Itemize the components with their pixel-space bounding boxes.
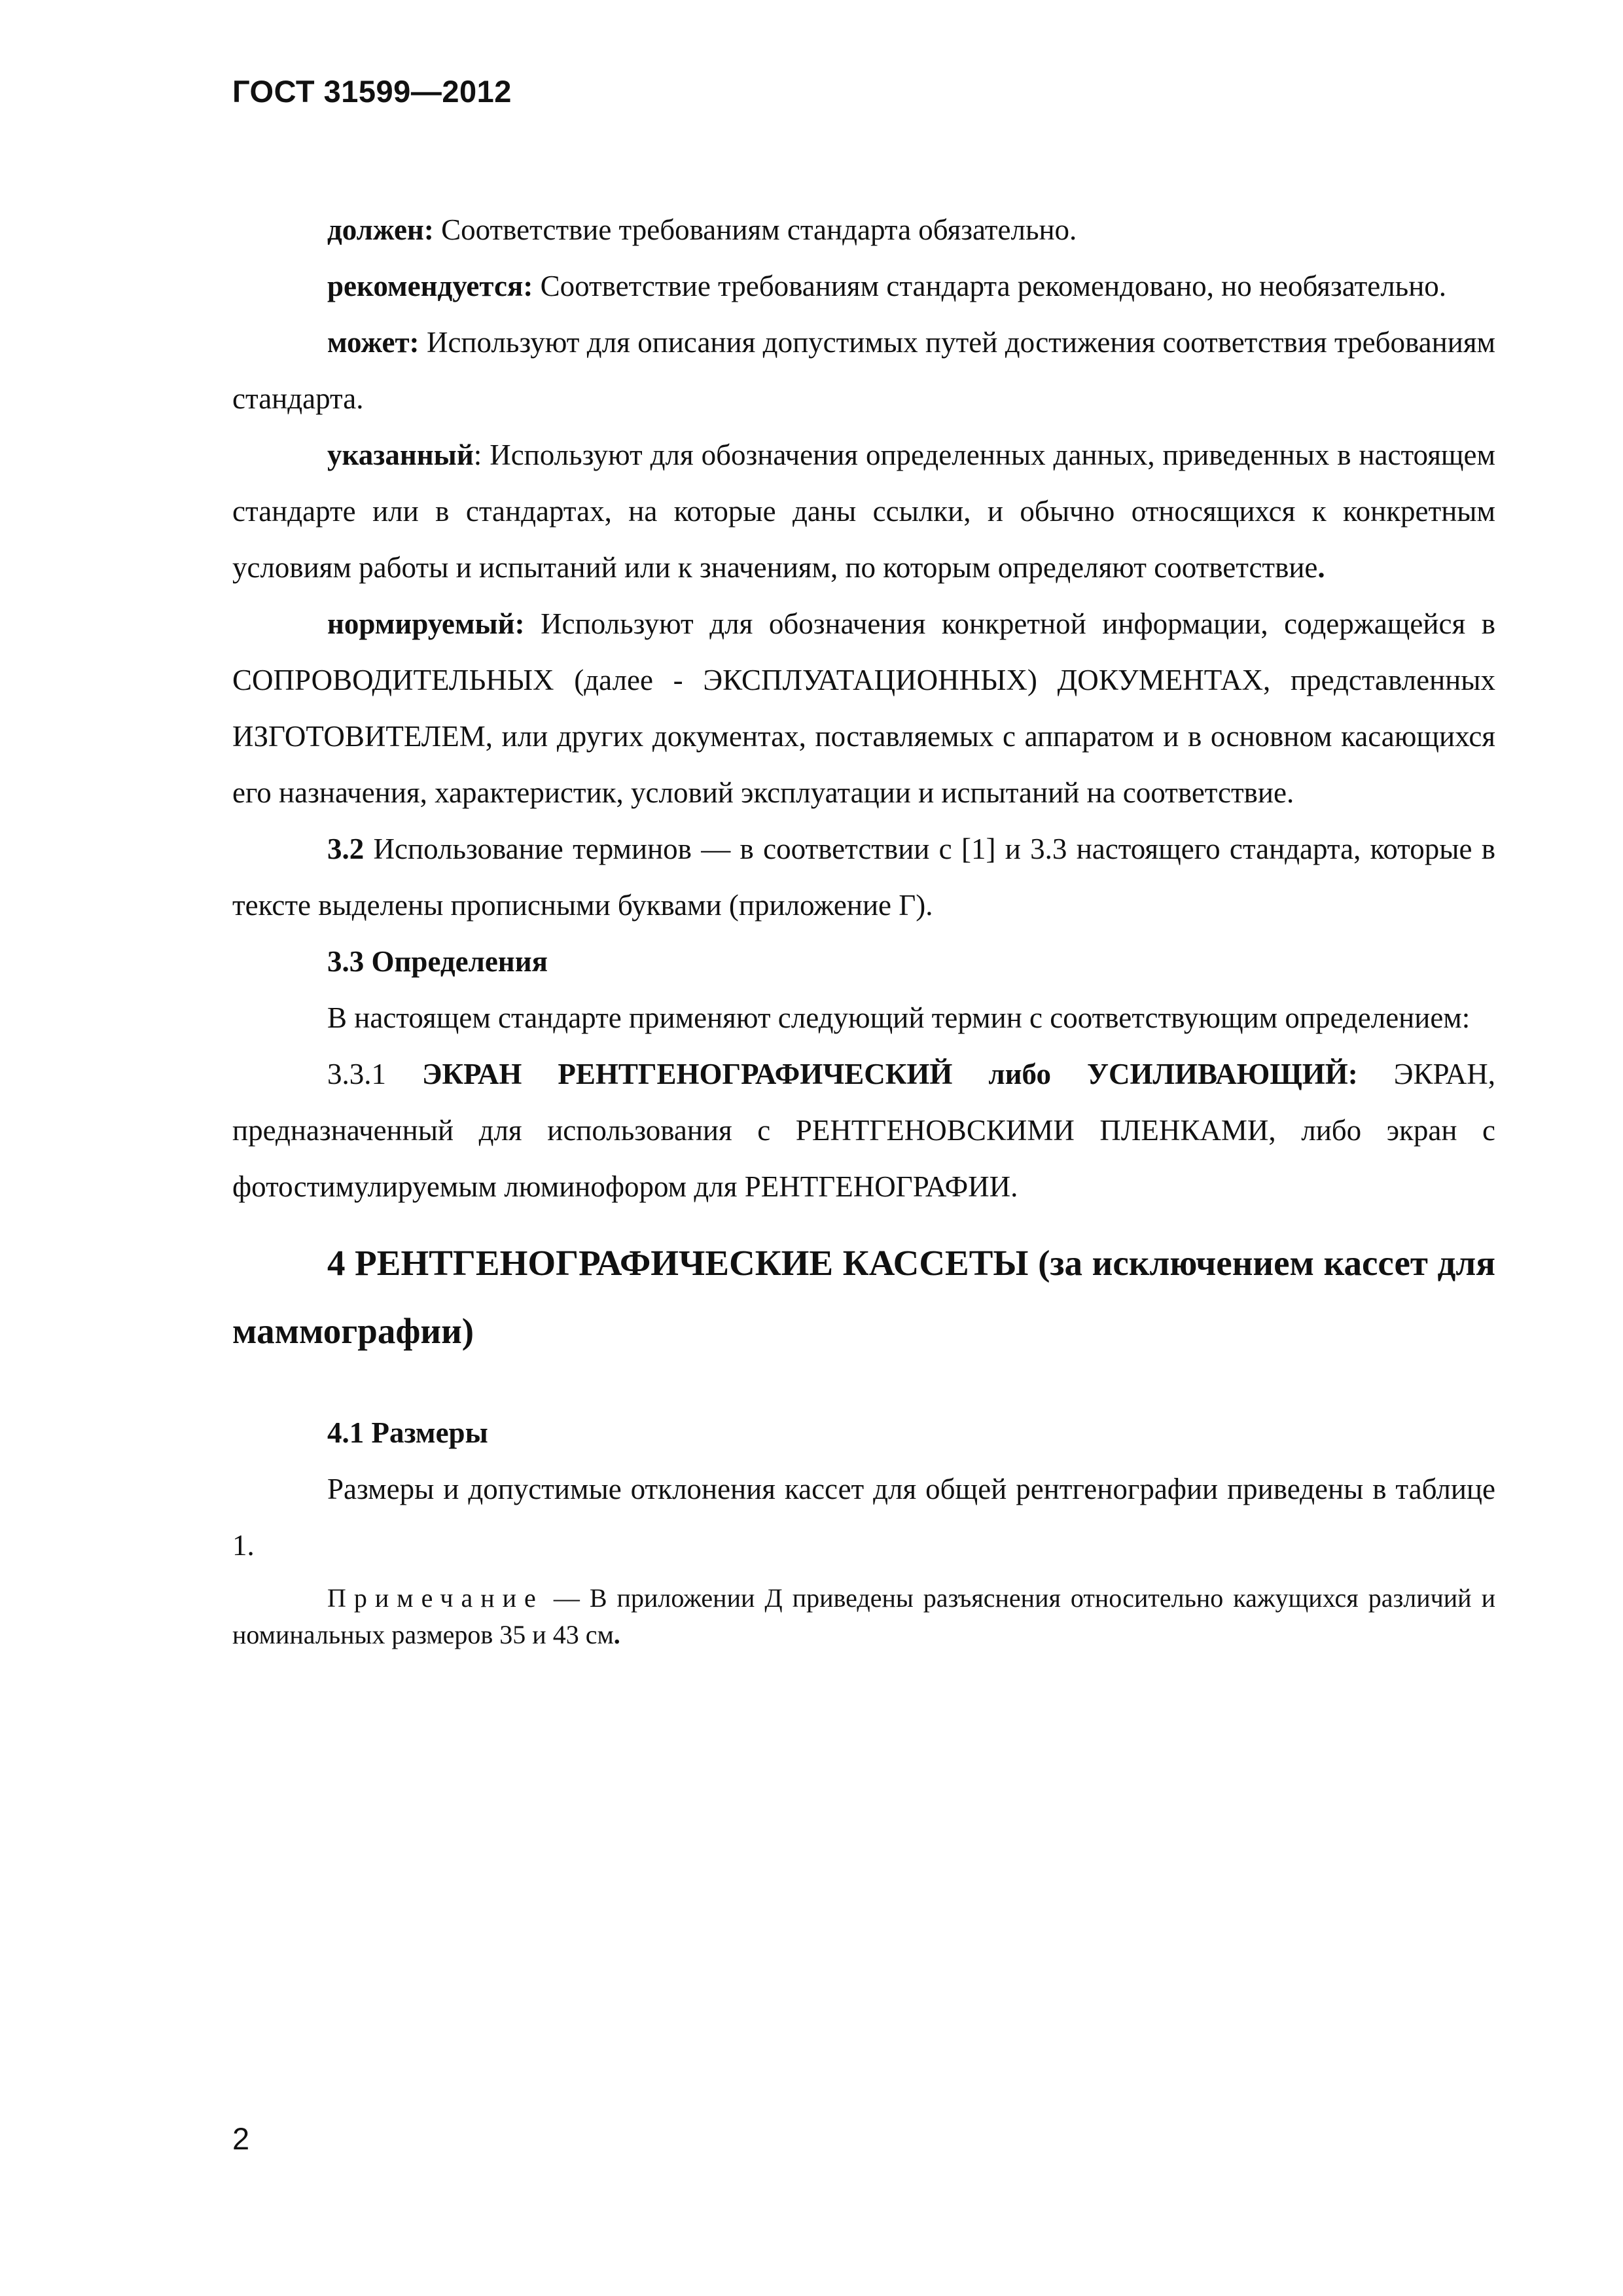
section-heading-4: 4 РЕНТГЕНОГРАФИЧЕСКИЕ КАССЕТЫ (за исключением кассет для маммографии) bbox=[232, 1243, 1495, 1351]
clause-heading-4-1: 4.1 Размеры bbox=[327, 1416, 488, 1449]
term-specified: указанный bbox=[327, 439, 474, 471]
term-recommended: рекомендуется: bbox=[327, 270, 533, 302]
paragraph-may bbox=[232, 314, 1495, 427]
definition-specified-end: . bbox=[1317, 551, 1325, 584]
document-body bbox=[232, 202, 1495, 1653]
term-normalized: нормируемый: bbox=[327, 607, 525, 640]
term-screen: ЭКРАН РЕНТГЕНОГРАФИЧЕСКИЙ либо УСИЛИВАЮЩИЙ: bbox=[422, 1058, 1358, 1090]
paragraph-3-3-1 bbox=[232, 1046, 1495, 1215]
paragraph-specified bbox=[232, 427, 1495, 596]
term-may: может: bbox=[327, 326, 419, 359]
paragraph-3-3-intro: В настоящем стандарте применяют следующий термин с соответствующим определением: bbox=[327, 1001, 1471, 1034]
definition-recommended: Соответствие требованиям стандарта рекомендовано, но необязательно. bbox=[533, 270, 1447, 302]
page-number: 2 bbox=[232, 2121, 250, 2156]
term-must: должен: bbox=[327, 213, 434, 246]
definition-must: Соответствие требованиям стандарта обязательно. bbox=[433, 213, 1077, 246]
document-header: ГОСТ 31599—2012 bbox=[232, 74, 512, 109]
definition-screen: ЭКРАН, предназначенный для использования с РЕНТГЕНОВСКИМИ ПЛЕНКАМИ, либо экран с фотостимулируемым люминофором для РЕНТГЕНОГРАФИИ. bbox=[232, 1058, 1495, 1203]
clause-number-3-2: 3.2 bbox=[327, 833, 365, 865]
spacer bbox=[232, 1365, 1495, 1405]
paragraph-3-2 bbox=[232, 821, 1495, 933]
clause-heading-3-3: 3.3 Определения bbox=[327, 945, 548, 978]
definition-specified: : Используют для обозначения определенных данных, приведенных в настоящем стандарте или в стандартах, на которые даны ссылки, и обычно относящихся к конкретным условиям работы и испытаний или к значениям, по которым определяют соответствие bbox=[232, 439, 1495, 584]
note-label: Примечание bbox=[327, 1583, 544, 1613]
clause-text-3-2: Использование терминов — в соответствии с [1] и 3.3 настоящего стандарта, которые в тексте выделены прописными буквами (приложение Г). bbox=[232, 833, 1495, 922]
definition-may: Используют для описания допустимых путей достижения соответствия требованиям стандарта. bbox=[232, 326, 1495, 415]
clause-number-3-3-1: 3.3.1 bbox=[327, 1058, 422, 1090]
paragraph-normalized bbox=[232, 596, 1495, 821]
definition-normalized: Используют для обозначения конкретной информации, содержащейся в СОПРОВОДИТЕЛЬНЫХ (далее - ЭКСПЛУАТАЦИОННЫХ) ДОКУМЕНТАХ, представленных ИЗГОТОВИТЕЛЕМ, или других документах, поставляемых с аппаратом и в основном касающихся его назначения, характеристик, условий эксплуатации и испытаний на соответствие. bbox=[232, 607, 1495, 809]
note bbox=[232, 1580, 1495, 1653]
paragraph-recommended bbox=[232, 258, 1495, 314]
paragraph-4-1: Размеры и допустимые отклонения кассет для общей рентгенографии приведены в таблице 1. bbox=[232, 1473, 1495, 1562]
note-end: . bbox=[613, 1620, 620, 1649]
paragraph-must bbox=[232, 202, 1495, 258]
note-text: — В приложении Д приведены разъяснения относительно кажущихся различий и номинальных размеров 35 и 43 см bbox=[232, 1583, 1495, 1649]
